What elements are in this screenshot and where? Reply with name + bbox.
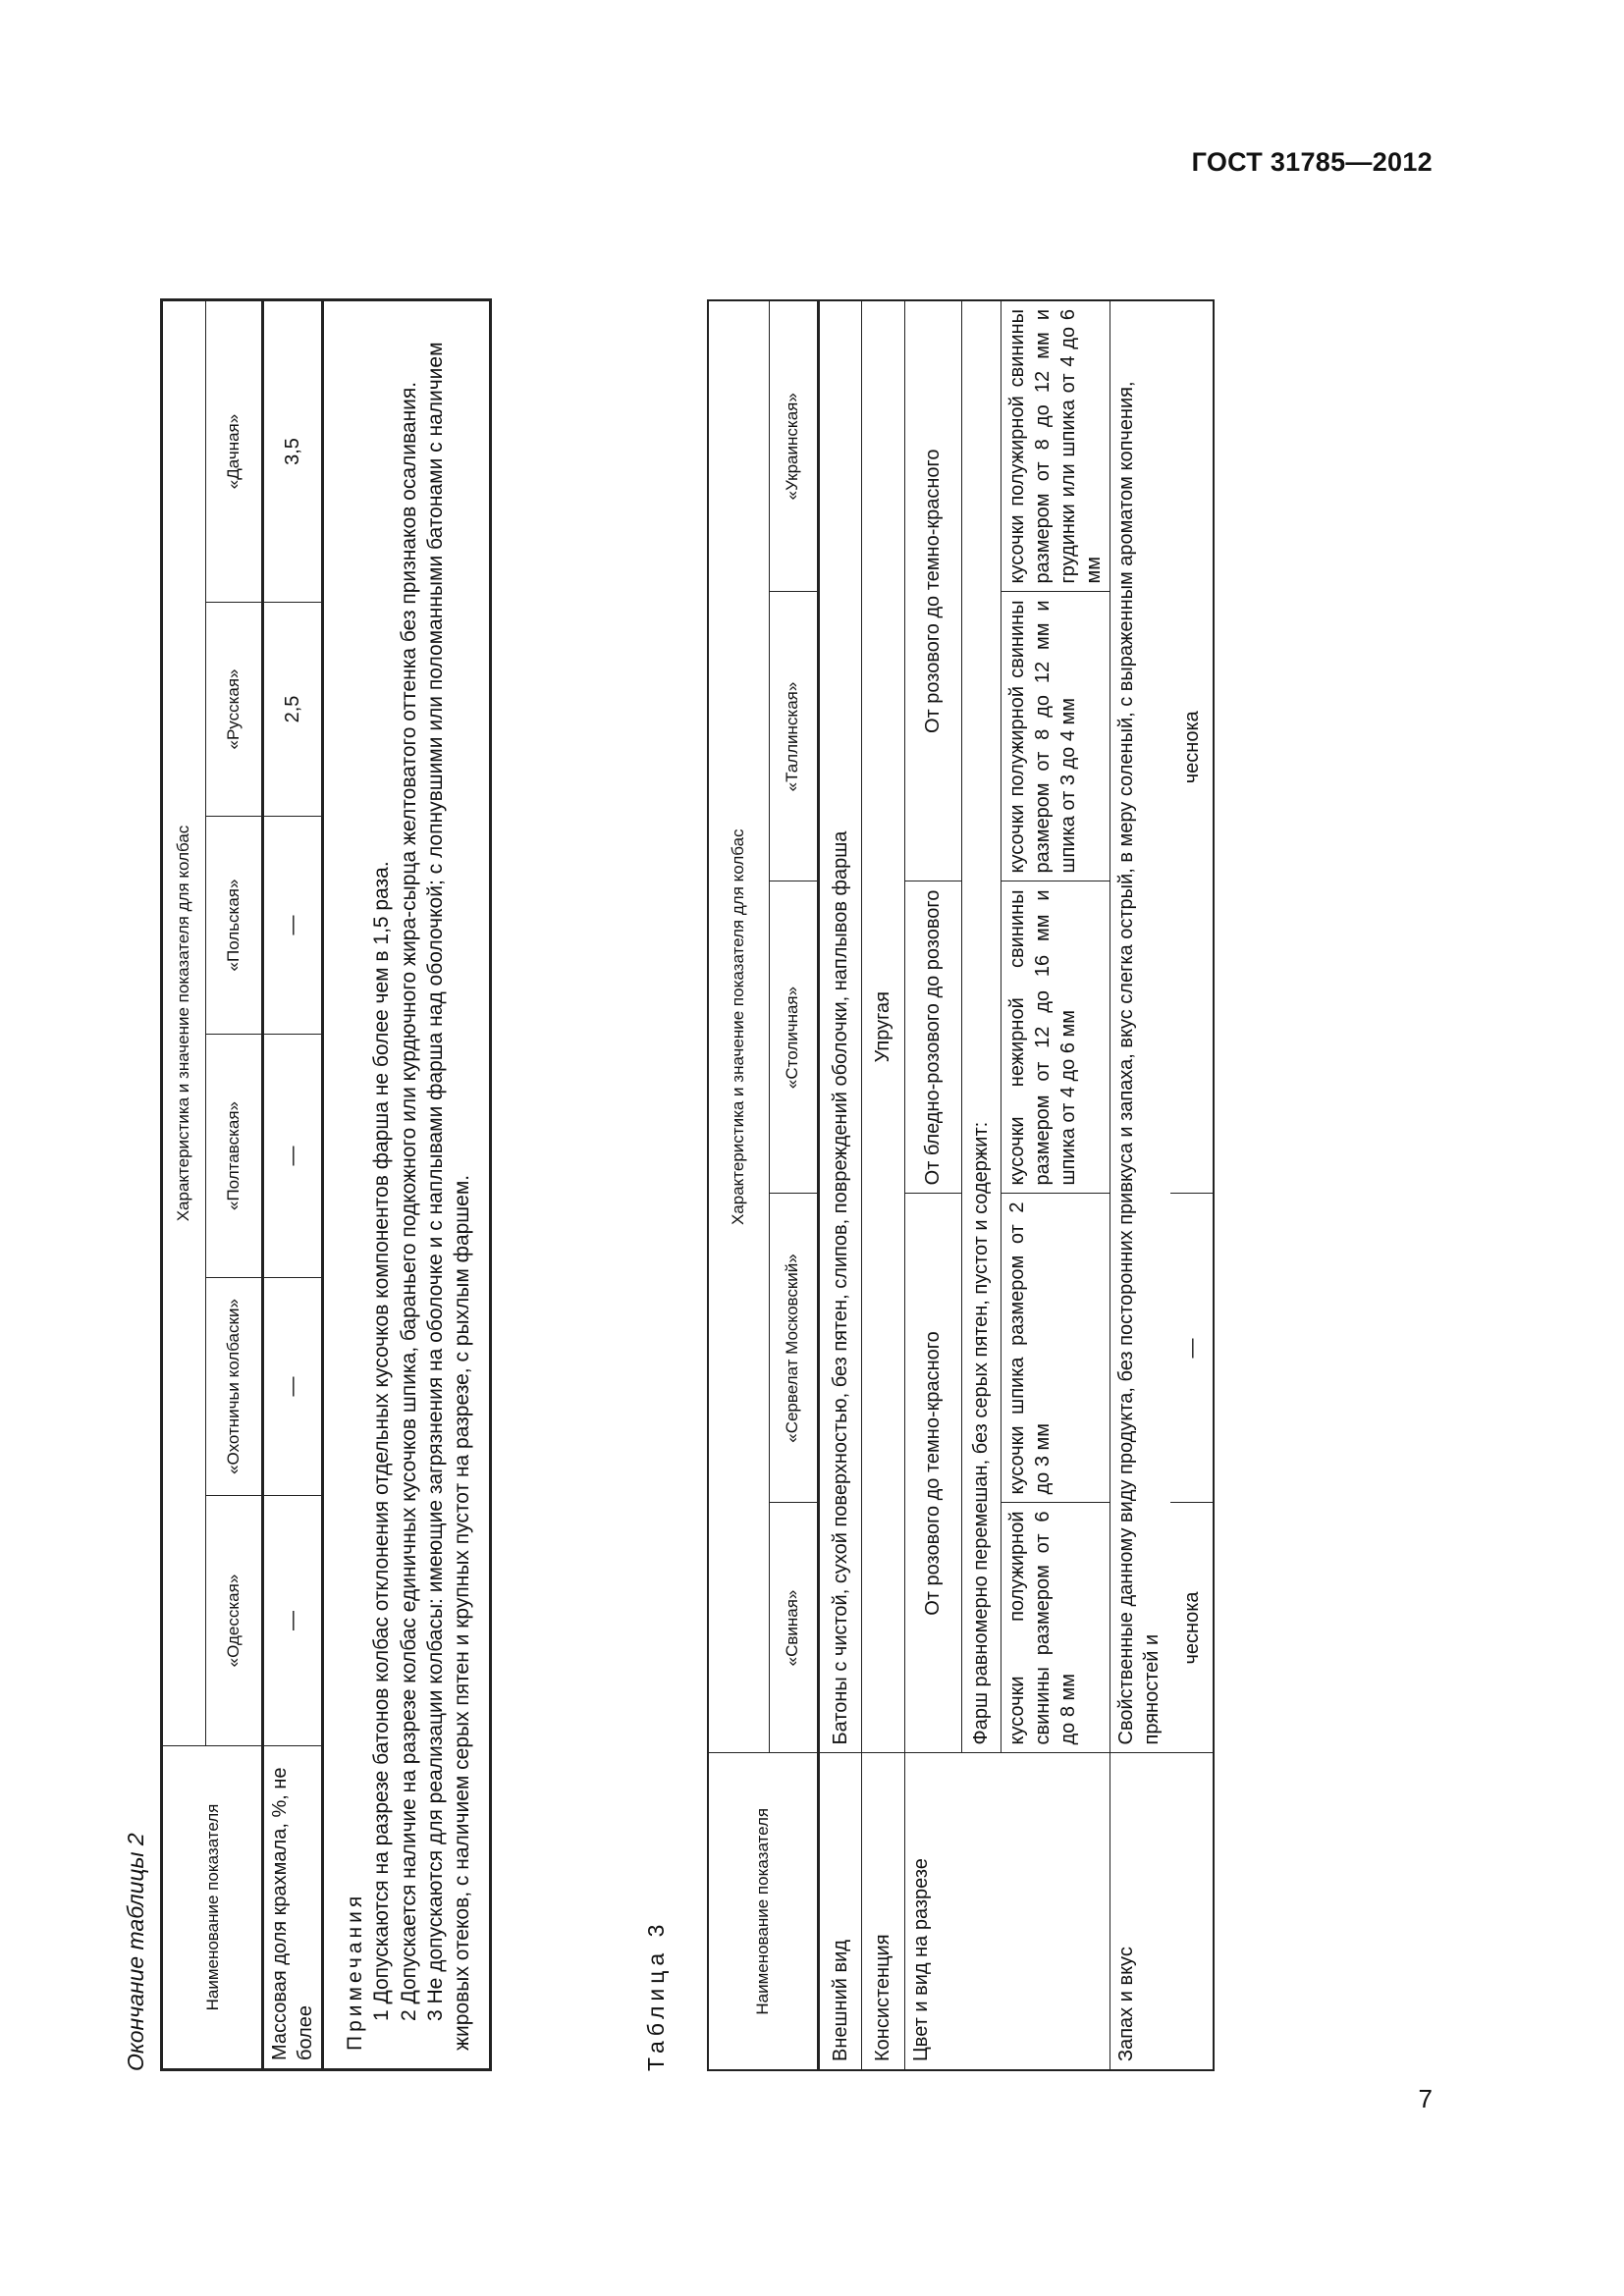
table2-row-name: Массовая доля крахмала, %, не более xyxy=(263,1746,323,2070)
table2-caption: Окончание таблицы 2 xyxy=(123,1833,148,2071)
table2-col-odesskaya: «Одесская» xyxy=(206,1496,263,1746)
table3-pieces-stolichnaya: кусочки нежирной свинины размером от 12 до 16 мм и шпика от 4 до 6 мм xyxy=(1001,881,1110,1194)
table3-pieces-tallinskaya: кусочки полужирной свинины размером от 8 до 12 мм и шпика от 3 до 4 мм xyxy=(1001,592,1110,881)
table3-name-header: Наименование показателя xyxy=(708,1753,818,2070)
table2-col-okhotnichi: «Охотничьи колбаски» xyxy=(206,1278,263,1496)
table2-cell: 2,5 xyxy=(263,603,323,817)
table2-group-header: Характеристика и значение показателя для колбас xyxy=(162,299,206,1745)
table2-notes xyxy=(323,299,491,2069)
table3-color-stolichnaya: От бледно-розового до розового xyxy=(904,881,961,1194)
table3-col-servelat: «Сервелат Московский» xyxy=(769,1194,818,1503)
note-2: 2 Допускается наличие на разрезе колбас единичных кусочков шпика, бараньего подкожного или курдючного жира-сырца желтоватого оттенка без признаков осаливания. xyxy=(397,381,420,2021)
rotated-page-content xyxy=(123,236,1438,2071)
note-1: 1 Допускаются на разрезе батонов колбас отклонения отдельных кусочков компонентов фарша не более чем в 1,5 раза. xyxy=(370,861,394,2021)
table2-cell: — xyxy=(263,1278,323,1496)
table2-name-header: Наименование показателя xyxy=(162,1746,263,2070)
notes-title: Примечания xyxy=(344,1892,366,2051)
table3-color-svinaya-servelat: От розового до темно-красного xyxy=(904,1194,961,1753)
standard-number: ГОСТ 31785—2012 xyxy=(1191,147,1433,177)
table3-caption: Таблица 3 xyxy=(643,1919,669,2071)
table3-pieces-servelat: кусочки шпика размером от 2 до 3 мм xyxy=(1001,1194,1110,1503)
note-3: 3 Не допускаются для реализации колбасы: имеющие загрязнения на оболочке и с наплывами фарша над оболочкой; с лопнувшими или поломанными батонами с наличием жировых отеков, с наличием серых пятен и крупных пустот на разрезе, с рыхлым фаршем. xyxy=(423,342,474,2051)
table2-cell: — xyxy=(263,817,323,1035)
table3-farsh-description: Фарш равномерно перемешан, без серых пятен, пустот и содержит: xyxy=(961,300,1001,1753)
table3-row-consistency-name: Консистенция xyxy=(861,1753,904,2070)
table3-smell-text: Свойственные данному виду продукта, без посторонних привкуса и запаха, вкус слегка острый, в меру соленый, с выраженным ароматом копчения, пряностей и xyxy=(1110,300,1170,1753)
table3-row-appearance-name: Внешний вид xyxy=(818,1753,861,2070)
table2-col-dachnaya: «Дачная» xyxy=(206,299,263,602)
table3-pieces-ukrainskaya: кусочки полужирной свинины размером от 8 до 12 мм и грудинки или шпика от 4 до 6 мм xyxy=(1001,300,1110,592)
table3-row-color-name: Цвет и вид на разрезе xyxy=(904,1753,1110,2070)
table3-col-svinaya: «Свиная» xyxy=(769,1503,818,1753)
table3-row-appearance-value: Батоны с чистой, сухой поверхностью, без пятен, слипов, повреждений оболочки, наплывов фарша xyxy=(818,300,861,1753)
table3-col-stolichnaya: «Столичная» xyxy=(769,881,818,1194)
table2-col-poltavskaya: «Полтавская» xyxy=(206,1035,263,1278)
table2-cell: 3,5 xyxy=(263,299,323,602)
table-2 xyxy=(160,298,492,2071)
table3-row-smell-name: Запах и вкус xyxy=(1110,1753,1214,2070)
table3-color-tallinskaya-ukrainskaya: От розового до темно-красного xyxy=(904,300,961,881)
table3-col-tallinskaya: «Таллинская» xyxy=(769,592,818,881)
table3-row-consistency-value: Упругая xyxy=(861,300,904,1753)
table3-group-header: Характеристика и значение показателя для колбас xyxy=(708,300,769,1753)
table-3 xyxy=(707,299,1215,2071)
table2-col-russkaya: «Русская» xyxy=(206,603,263,817)
table2-col-polskaya: «Польская» xyxy=(206,817,263,1035)
table3-smell-servelat: — xyxy=(1170,1194,1214,1503)
table3-smell-others: чеснока xyxy=(1170,300,1214,1194)
table3-col-ukrainskaya: «Украинская» xyxy=(769,300,818,592)
table3-smell-svinaya: чеснока xyxy=(1170,1503,1214,1753)
table2-cell: — xyxy=(263,1035,323,1278)
page-number: 7 xyxy=(1418,2084,1433,2113)
table2-cell: — xyxy=(263,1496,323,1746)
table3-pieces-svinaya: кусочки полужирной свинины размером от 6 до 8 мм xyxy=(1001,1503,1110,1753)
